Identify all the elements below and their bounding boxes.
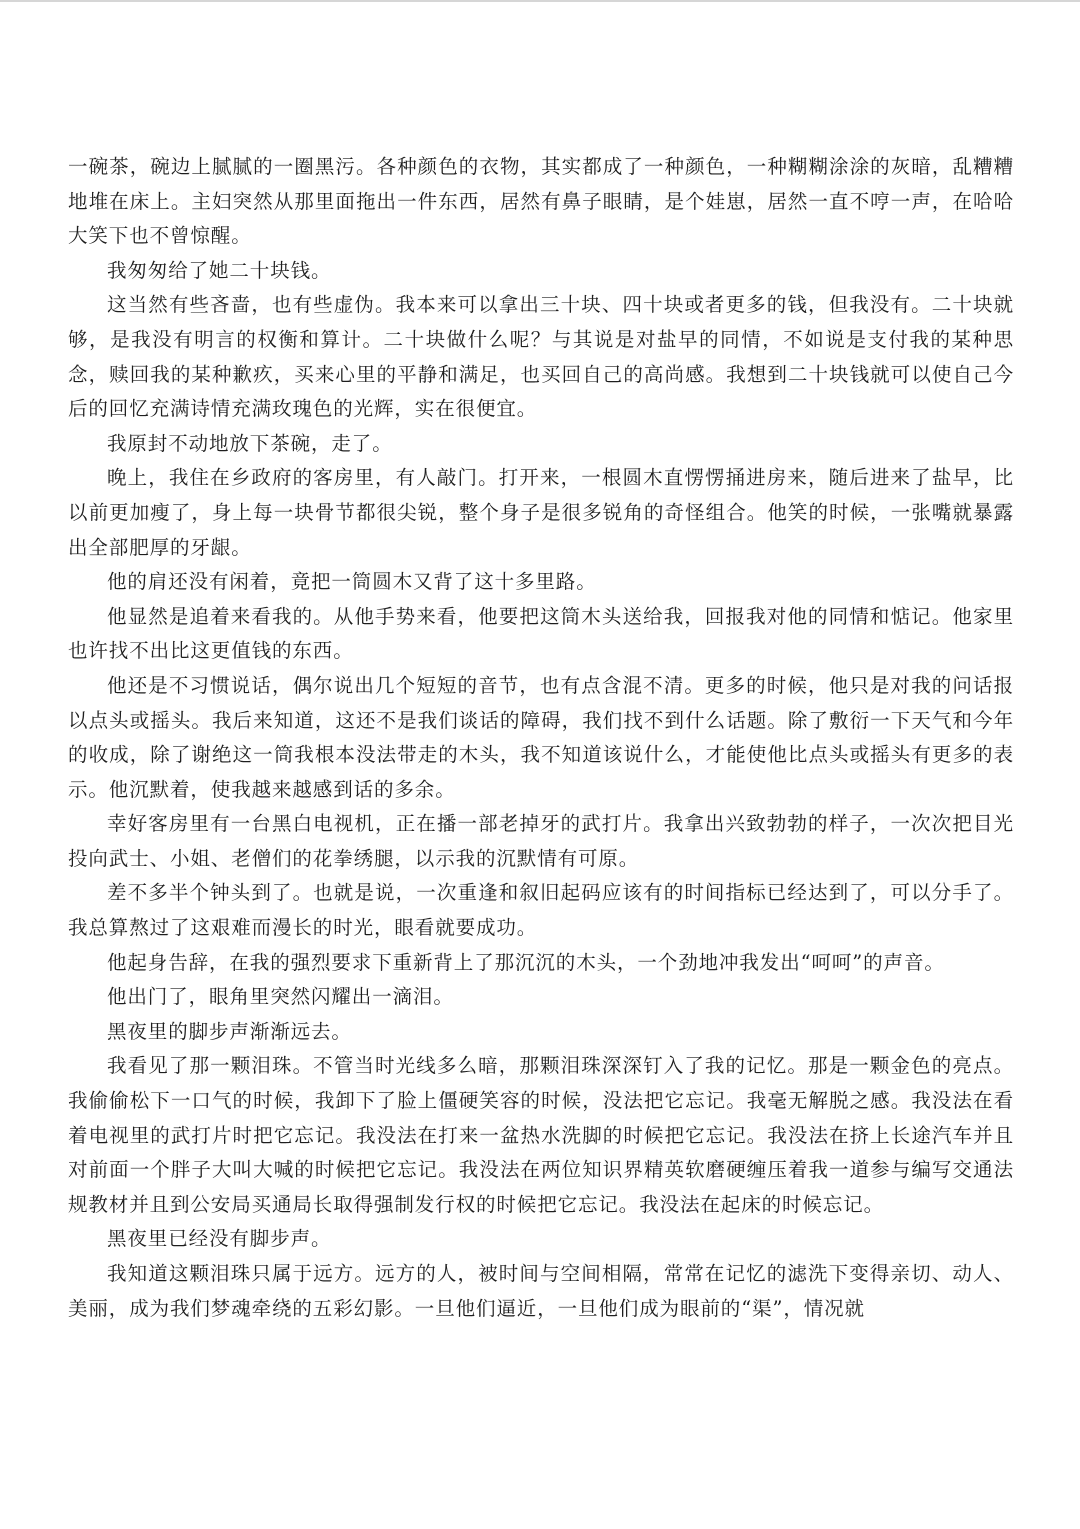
paragraph: 他显然是追着来看我的。从他手势来看，他要把这筒木头送给我，回报我对他的同情和惦记。他家里也许找不出比这更值钱的东西。 (68, 604, 1014, 663)
document-body (68, 150, 1014, 1326)
paragraph: 这当然有些吝啬，也有些虚伪。我本来可以拿出三十块、四十块或者更多的钱，但我没有。二十块就够，是我没有明言的权衡和算计。二十块做什么呢？与其说是对盐早的同情，不如说是支付我的某种思念，赎回我的某种歉疚，买来心里的平静和满足，也买回自己的高尚感。我想到二十块钱就可以使自己今后的回忆充满诗情充满玫瑰色的光辉，实在很便宜。 (68, 293, 1014, 421)
paragraph: 他还是不习惯说话，偶尔说出几个短短的音节，也有点含混不清。更多的时候，他只是对我的问话报以点头或摇头。我后来知道，这还不是我们谈话的障碍，我们找不到什么话题。除了敷衍一下天气和今年的收成，除了谢绝这一筒我根本没法带走的木头，我不知道该说什么，才能使他比点头或摇头有更多的表示。他沉默着，使我越来越感到话的多余。 (68, 673, 1014, 801)
paragraph: 我知道这颗泪珠只属于远方。远方的人，被时间与空间相隔，常常在记忆的滤洗下变得亲切、动人、美丽，成为我们梦魂牵绕的五彩幻影。一旦他们逼近，一旦他们成为眼前的“渠”，情况就 (68, 1262, 1014, 1320)
paragraph: 他出门了，眼角里突然闪耀出一滴泪。 (107, 985, 454, 1009)
paragraph: 幸好客房里有一台黑白电视机，正在播一部老掉牙的武打片。我拿出兴致勃勃的样子，一次次把目光投向武士、小姐、老僧们的花拳绣腿，以示我的沉默情有可原。 (68, 812, 1014, 870)
paragraph: 他的肩还没有闲着，竟把一筒圆木又背了这十多里路。 (107, 570, 597, 594)
paragraph: 一碗茶，碗边上腻腻的一圈黑污。各种颜色的衣物，其实都成了一种颜色，一种糊糊涂涂的灰暗，乱糟糟地堆在床上。主妇突然从那里面拖出一件东西，居然有鼻子眼睛，是个娃崽，居然一直不哼一声，在哈哈大笑下也不曾惊醒。 (68, 155, 1014, 248)
paragraph: 差不多半个钟头到了。也就是说，一次重逢和叙旧起码应该有的时间指标已经达到了，可以分手了。我总算熬过了这艰难而漫长的时光，眼看就要成功。 (68, 881, 1014, 940)
paragraph: 我匆匆给了她二十块钱。 (107, 258, 332, 282)
paragraph: 我看见了那一颗泪珠。不管当时光线多么暗，那颗泪珠深深钉入了我的记忆。那是一颗金色的亮点。我偷偷松下一口气的时候，我卸下了脸上僵硬笑容的时候，没法把它忘记。我毫无解脱之感。我没法在看着电视里的武打片时把它忘记。我没法在打来一盆热水洗脚的时候把它忘记。我没法在挤上长途汽车并且对前面一个胖子大叫大喊的时候把它忘记。我没法在两位知识界精英软磨硬缠压着我一道参与编写交通法规教材并且到公安局买通局长取得强制发行权的时候把它忘记。我没法在起床的时候忘记。 (68, 1054, 1014, 1216)
paragraph: 黑夜里的脚步声渐渐远去。 (107, 1019, 352, 1043)
paragraph: 黑夜里已经没有脚步声。 (107, 1227, 332, 1251)
page-top-border (0, 0, 1080, 2)
paragraph: 他起身告辞，在我的强烈要求下重新背上了那沉沉的木头，一个劲地冲我发出“呵呵”的声音。 (107, 950, 945, 974)
paragraph: 晚上，我住在乡政府的客房里，有人敲门。打开来，一根圆木直愣愣捅进房来，随后进来了盐早，比以前更加瘦了，身上每一块骨节都很尖锐，整个身子是很多锐角的奇怪组合。他笑的时候，一张嘴就暴露出全部肥厚的牙龈。 (68, 466, 1014, 559)
paragraph: 我原封不动地放下茶碗，走了。 (107, 431, 393, 455)
